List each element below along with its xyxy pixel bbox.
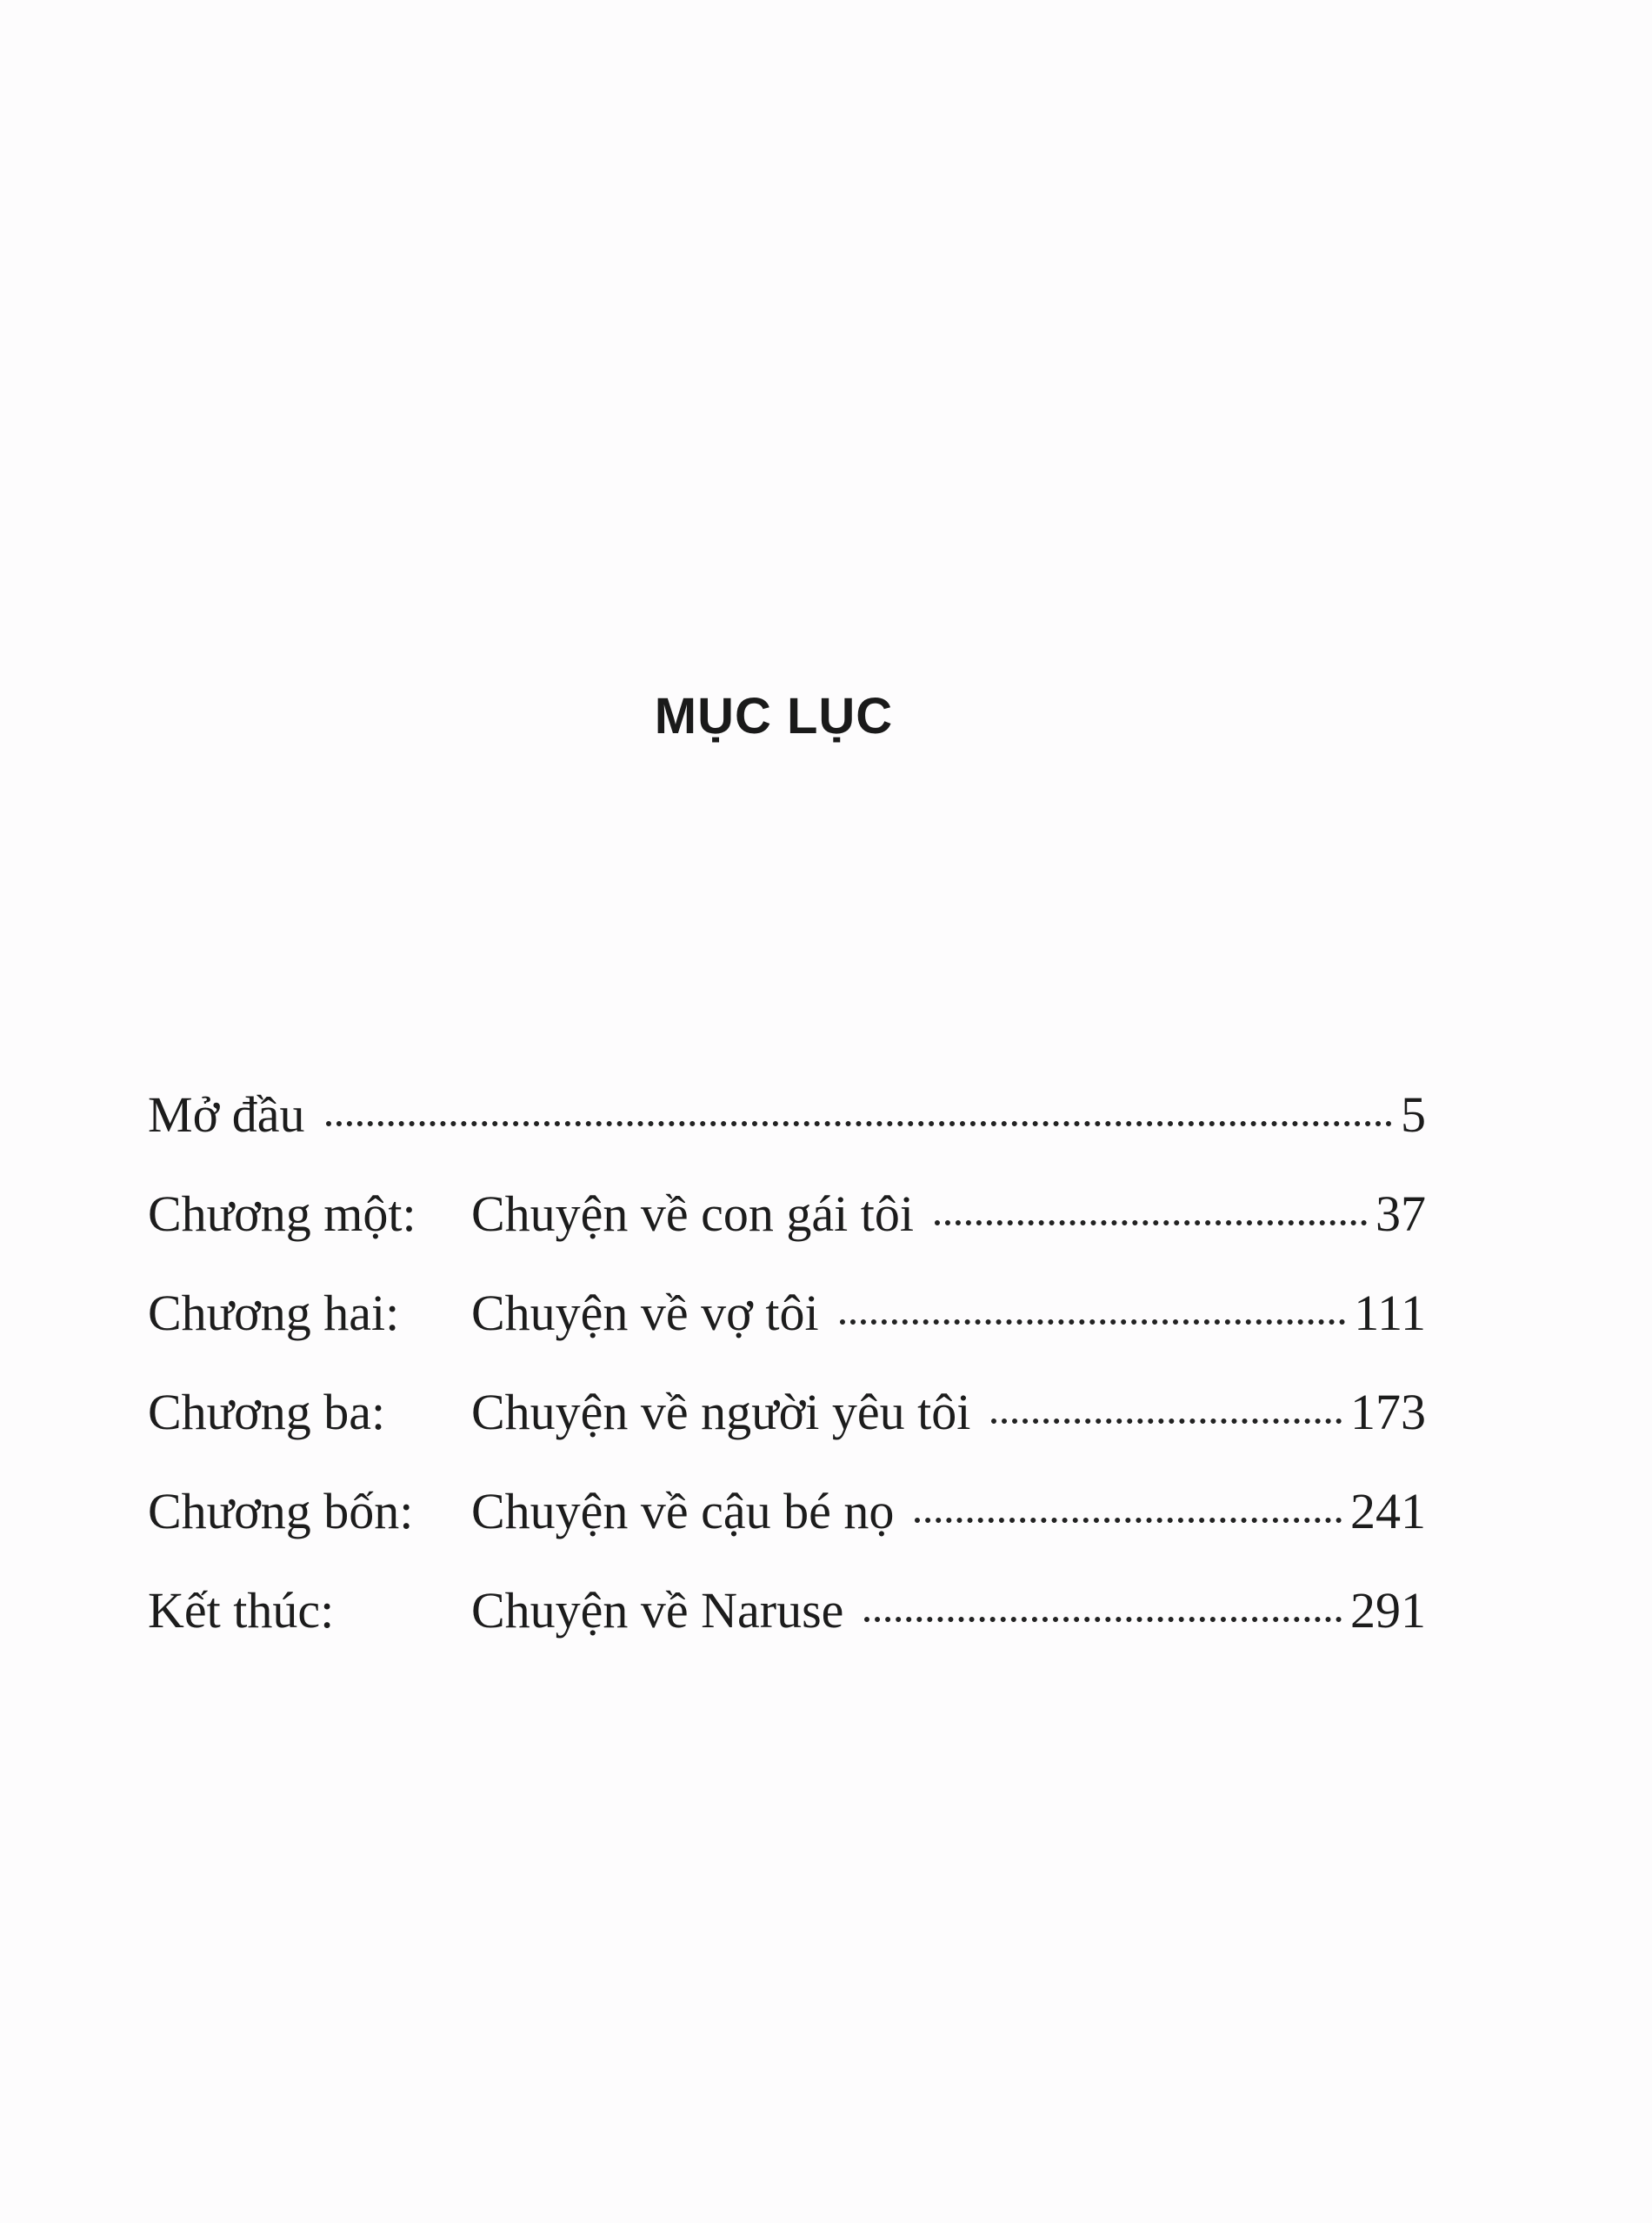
toc-entry-subtitle: Chuyện về Naruse <box>471 1582 844 1639</box>
toc-entry-label: Kết thúc: <box>148 1582 335 1639</box>
toc-entry-page: 111 <box>1354 1285 1426 1341</box>
toc-entry-chapter-2 <box>148 1264 1426 1363</box>
toc-entry-label: Chương bốn: <box>148 1483 414 1539</box>
toc-entry-label: Chương hai: <box>148 1285 400 1341</box>
toc-entry-page: 5 <box>1401 1086 1426 1143</box>
dot-leader <box>991 1419 1342 1424</box>
toc-entry-label: Mở đầu <box>148 1086 305 1143</box>
dot-leader <box>915 1518 1342 1523</box>
toc-entry-label: Chương ba: <box>148 1384 386 1440</box>
dot-leader <box>840 1319 1346 1325</box>
toc-entry-chapter-4 <box>148 1462 1426 1561</box>
toc-entry-subtitle: Chuyện về người yêu tôi <box>471 1384 971 1440</box>
toc-heading: MỤC LỤC <box>654 688 894 744</box>
toc-entry-page: 291 <box>1350 1582 1426 1639</box>
toc-entry-opening <box>148 1065 1426 1165</box>
toc-entry-chapter-3 <box>148 1363 1426 1462</box>
table-of-contents <box>148 1065 1426 1660</box>
dot-leader <box>935 1220 1367 1225</box>
toc-entry-page: 37 <box>1376 1185 1426 1242</box>
toc-entry-subtitle: Chuyện về vợ tôi <box>471 1285 819 1341</box>
toc-entry-page: 173 <box>1350 1384 1426 1440</box>
dot-leader <box>864 1617 1342 1622</box>
toc-entry-subtitle: Chuyện về con gái tôi <box>471 1185 915 1242</box>
dot-leader <box>326 1121 1393 1126</box>
toc-entry-subtitle: Chuyện về cậu bé nọ <box>471 1483 895 1539</box>
toc-entry-ending <box>148 1561 1426 1660</box>
toc-entry-label: Chương một: <box>148 1185 416 1242</box>
toc-entry-page: 241 <box>1350 1483 1426 1539</box>
toc-entry-chapter-1 <box>148 1165 1426 1264</box>
